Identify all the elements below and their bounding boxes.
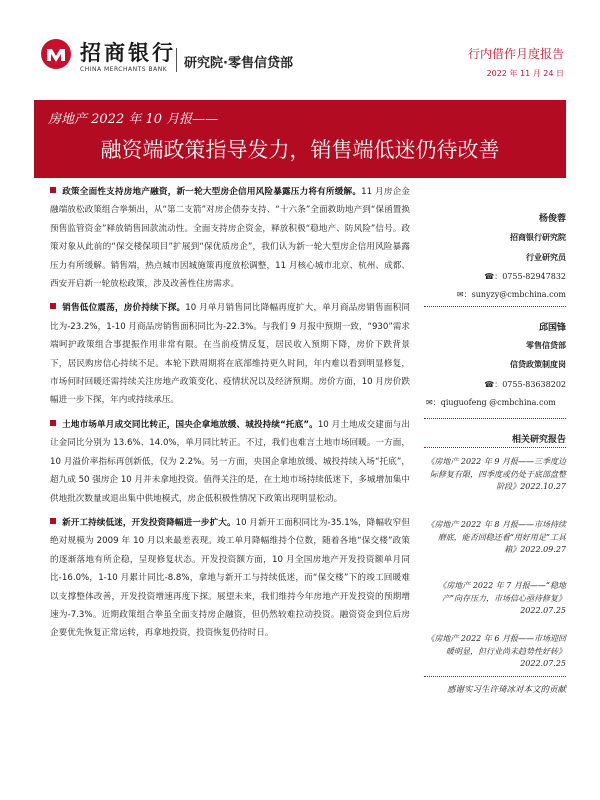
summary-section <box>50 416 410 508</box>
analyst-team: 行业研究员 <box>526 252 566 262</box>
section-heading: 销售低位震荡，房价持续下探。 <box>62 303 186 314</box>
cmb-logo-icon <box>40 38 72 70</box>
related-report-text: 《房地产 2022 年 7 月报——“稳地产”向存压力，市场信心亟待修复》 <box>438 581 566 603</box>
analyst-team: 信贷政策制度岗 <box>510 359 566 369</box>
related-report-item[interactable] <box>426 633 566 671</box>
summary-sections <box>50 183 410 649</box>
section-heading: 政策全面性支持房地产融资，新一轮大型房企信用风险暴露压力将有所缓解。 <box>62 187 362 197</box>
analyst-phone: ☎：0755-83638202 <box>484 380 566 389</box>
related-reports-title: 相关研究报告 <box>511 435 566 445</box>
analyst-org: 招商银行研究院 <box>510 232 566 242</box>
brand-name-en: CHINA MERCHANTS BANK <box>80 66 168 73</box>
analyst-name: 邱国锋 <box>538 323 566 333</box>
dotted-divider <box>424 676 566 677</box>
related-report-text: 《房地产 2022 年 9 月报——三季度边际修复有限，四季度或仍处于底部盘整阶段》 <box>426 457 566 491</box>
section-body: 10 月单月销售同比降幅再度扩大，单月商品房销售面积同比为-23.2%，1-10 月商品房销售面积同比为-22.3%。与我们 9 月报中预期一致，“930”需求端呵护政策组合事提振作用非常有限。在当前疫情反复，居民收入预期下降，房价下跌背景下，居民购房信心持续不足。本轮下跌周期将在底部维持更久时间，年内难以看到明显修复，市场何时回暖还需持续关注房地产政策变化、疫情状况以及经济预期。房价方面，10 月房价跌幅进一步下探，年内或持续承压。 <box>50 303 410 406</box>
bullet-square-icon <box>50 303 56 309</box>
related-report-date: 2022.07.25 <box>520 606 566 615</box>
dotted-divider <box>424 447 566 448</box>
section-body: 11 月房企金融端放松政策组合拳频出，从“第二支箭”对房企债券支持、“十六条”全面救助地产到“保函置换预售监管资金”释放销售回款流动性。全面支持房企资金，释放积极“稳地产、防风险”信号。政策对象从此前的“保交楼保项目”扩展到“保优质房企”，我们认为新一轮大型房企信用风险暴露压力有所缓解。销售端，热点城市因城施策再度放松调整，11 月核心城市北京、杭州、成都、西安开启新一轮放松政策，涉及改善性住房需求。 <box>50 187 410 290</box>
analyst-email[interactable]: ✉：qiuguofeng @cmbchina.com <box>426 398 556 407</box>
analyst-org: 零售信贷部 <box>526 340 566 350</box>
section-body: 10 月新开工面积同比为-35.1%，降幅收窄但绝对规模为 2009 年 10 月以来最差表现。竣工单月降幅维持个位数，随着各地“保交楼”政策的逐渐落地有所企稳，呈现修复状态。开发投资额方面，10 月全国房地产开发投资额单月同比-16.0%，1-10 月累计同比-8.8%，拿地与新开工与持续低迷，而“保交楼”下的竣工回暖难以支撑整体改善，开发投资增速再度下探。展望未来，我们维持今年房地产开发投资的预期增速为-7.3%。近期政策组合拳虽全面支持房企融资，但仍然较难拉动投资。融资资金到位后房企要优先恢复正常运转，再拿地投资，投资恢复仍待时日。 <box>50 517 410 639</box>
related-report-item[interactable] <box>426 456 566 494</box>
title-banner <box>34 100 566 178</box>
related-report-item[interactable] <box>426 580 566 618</box>
related-report-item[interactable] <box>426 519 566 557</box>
analyst-phone: ☎：0755-82947832 <box>484 272 566 281</box>
header-divider <box>176 48 177 72</box>
report-type: 行内借作月度报告 <box>467 47 564 61</box>
page-header <box>0 0 600 96</box>
summary-section <box>50 183 410 293</box>
related-report-date: 2022.07.25 <box>520 659 566 668</box>
analyst-email[interactable]: ✉：sunyzy@cmbchina.com <box>456 290 566 299</box>
summary-section <box>50 299 410 409</box>
banner-subtitle: 房地产 2022 年 10 月报—— <box>48 112 219 127</box>
department-label: 研究院·零售信贷部 <box>184 56 293 71</box>
related-report-date: 2022.10.27 <box>520 482 566 491</box>
section-heading: 土地市场单月成交同比转正，国央企拿地放缓、城投持续“托底”。 <box>62 419 318 430</box>
dotted-divider <box>424 306 566 307</box>
related-report-date: 2022.09.27 <box>520 545 566 554</box>
summary-section <box>50 514 410 643</box>
acknowledgement: 感谢实习生许琦冰对本文的贡献 <box>446 685 566 695</box>
section-heading: 新开工持续低迷，开发投资降幅进一步扩大。 <box>62 517 236 528</box>
bullet-square-icon <box>50 187 56 193</box>
section-body: 10 月土地成交建面与出让金同比分别为 13.6%、14.0%，单月同比转正。不过，我们也难言土地市场回暖。一方面，10 月溢价率指标再创新低，仅为 2.2%。另一方面，央国企拿地放缓、城投持续入场“托底”，超九成 50 强房企 10 月并未拿地投资。值得关注的是，在土地市场持续低迷下，多城增加集中供地批次数量或退出集中供地模式，房企低积极性情况下政策出现明显松动。 <box>50 419 410 504</box>
report-title: 融资端政策指导发力，销售端低迷仍待改善 <box>100 138 500 162</box>
analyst-name: 杨俊蓉 <box>538 214 566 224</box>
dotted-divider <box>424 418 566 419</box>
report-date: 2022 年 11 月 24 日 <box>486 69 564 78</box>
brand-name-cn: 招商银行 <box>80 41 176 65</box>
bullet-square-icon <box>50 518 56 524</box>
related-report-text: 《房地产 2022 年 6 月报——市场迎回暖明显，但行业尚未趋势性好转》 <box>426 634 566 656</box>
related-report-text: 《房地产 2022 年 8 月报——市场持续磨底，能否回稳还看“用好用足”工具箱》 <box>426 520 566 554</box>
bullet-square-icon <box>50 420 56 426</box>
